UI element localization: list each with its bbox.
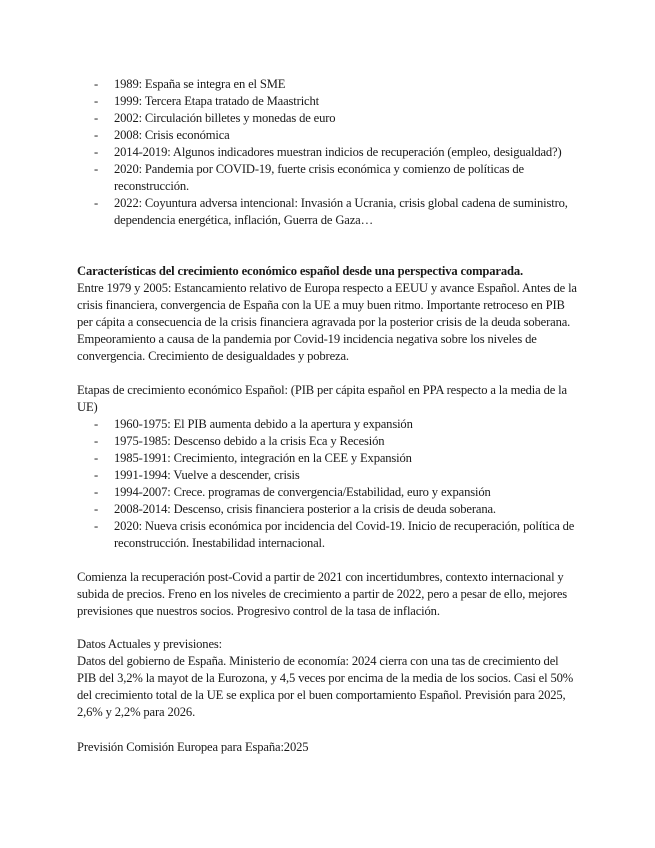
bullet: - xyxy=(94,162,99,176)
bullet: - xyxy=(94,451,99,465)
list-item: - 2022: Coyuntura adversa intencional: Invasión a Ucrania, crisis global cadena de suministro, dependencia energética, inflación, Guerra de Gaza… xyxy=(94,196,568,227)
list-item: - 2008-2014: Descenso, crisis financiera posterior a la crisis de deuda soberana. xyxy=(94,502,496,516)
list-item: - 2014-2019: Algunos indicadores muestran indicios de recuperación (empleo, desigualdad?) xyxy=(94,145,562,159)
list-item: - 1975-1985: Descenso debido a la crisis Eca y Recesión xyxy=(94,434,385,448)
bullet: - xyxy=(94,145,99,159)
list-item: - 2008: Crisis económica xyxy=(94,128,230,142)
bullet: - xyxy=(94,111,99,125)
section-heading: Características del crecimiento económico español desde una perspectiva comparada. xyxy=(77,264,524,278)
list-item: - 1985-1991: Crecimiento, integración en la CEE y Expansión xyxy=(94,451,412,465)
current-data-section xyxy=(77,636,577,721)
bullet: - xyxy=(94,468,99,482)
section-paragraph: Previsión Comisión Europea para España:2025 xyxy=(77,740,309,754)
section-paragraph: Entre 1979 y 2005: Estancamiento relativo de Europa respecto a EEUU y avance Español. Antes de la crisis financiera, convergencia de España con la UE a muy buen ritmo. Importante retroceso en PIB per cápita a consecuencia de la crisis financiera agravada por la posterior crisis de la deuda soberana. Empeoramiento a causa de la pandemia por Covid-19 incidencia negativa sobre los niveles de convergencia. Crecimiento de desigualdades y pobreza. xyxy=(77,281,577,363)
milestones-list-block xyxy=(77,76,577,229)
bullet: - xyxy=(94,434,99,448)
section-title: Datos Actuales y previsiones: xyxy=(77,637,222,651)
list-item: - 2020: Nueva crisis económica por incidencia del Covid-19. Inicio de recuperación, política de reconstrucción. Inestabilidad internacional. xyxy=(94,519,575,550)
bullet: - xyxy=(94,77,99,91)
bullet: - xyxy=(94,196,99,210)
growth-stages-list xyxy=(77,416,577,552)
bullet: - xyxy=(94,94,99,108)
milestones-list xyxy=(77,76,577,229)
list-item: - 1991-1994: Vuelve a descender, crisis xyxy=(94,468,300,482)
section-intro: Etapas de crecimiento económico Español: (PIB per cápita español en PPA respecto a la media de la UE) xyxy=(77,383,567,414)
recovery-section xyxy=(77,569,577,620)
bullet: - xyxy=(94,417,99,431)
list-item: - 1989: España se integra en el SME xyxy=(94,77,286,91)
list-item: - 2002: Circulación billetes y monedas de euro xyxy=(94,111,336,125)
bullet: - xyxy=(94,128,99,142)
list-item: - 1994-2007: Crece. programas de convergencia/Estabilidad, euro y expansión xyxy=(94,485,491,499)
list-item: - 2020: Pandemia por COVID-19, fuerte crisis económica y comienzo de políticas de reconstrucción. xyxy=(94,162,524,193)
list-item: - 1960-1975: El PIB aumenta debido a la apertura y expansión xyxy=(94,417,413,431)
list-item: - 1999: Tercera Etapa tratado de Maastricht xyxy=(94,94,319,108)
bullet: - xyxy=(94,485,99,499)
bullet: - xyxy=(94,502,99,516)
growth-stages-section xyxy=(77,382,577,552)
forecast-section xyxy=(77,739,577,756)
section-paragraph: Comienza la recuperación post-Covid a partir de 2021 con incertidumbres, contexto internacional y subida de precios. Freno en los niveles de crecimiento a partir de 2022, pero a pesar de ello, mejores previsiones que nuestros socios. Progresivo control de la tasa de inflación. xyxy=(77,570,568,618)
section-paragraph: Datos del gobierno de España. Ministerio de economía: 2024 cierra con una tas de crecimiento del PIB del 3,2% la mayot de la Eurozona, y 4,5 veces por encima de la media de los socios. Casi el 50% del crecimiento total de la UE se explica por el buen comportamiento Español. Previsión para 2025, 2,6% y 2,2% para 2026. xyxy=(77,654,574,719)
bullet: - xyxy=(94,519,99,533)
characteristics-section xyxy=(77,263,577,365)
